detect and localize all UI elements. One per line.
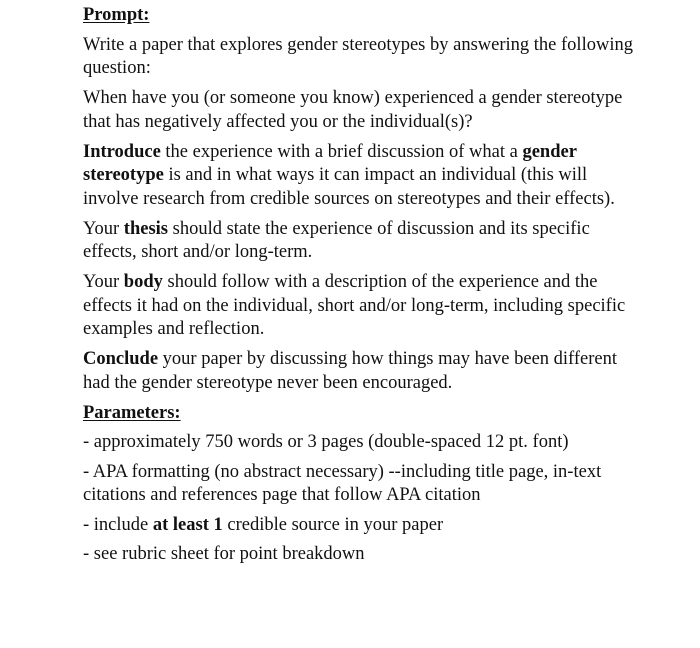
body-text-2: should follow with a description of the experience and the effects it had on the individual, short and/or long-term, including specific examples and reflection. xyxy=(83,272,626,339)
introduce-text-1: the experience with a brief discussion of what a xyxy=(160,141,523,162)
sources-text-2: credible source in your paper xyxy=(222,514,444,535)
prompt-heading: Prompt: xyxy=(83,5,150,25)
prompt-intro: Write a paper that explores gender stereotypes by answering the following question: xyxy=(83,34,633,78)
document xyxy=(83,4,643,573)
introduce-instruction xyxy=(83,141,643,212)
thesis-text-1: Your xyxy=(83,218,124,239)
introduce-keyword: Introduce xyxy=(83,141,161,162)
thesis-instruction xyxy=(83,218,643,265)
conclude-instruction xyxy=(83,348,643,395)
parameter-apa-formatting: - APA formatting (no abstract necessary) --including title page, in-text citations and references page that follow APA citation xyxy=(83,461,602,505)
parameter-word-count: - approximately 750 words or 3 pages (double-spaced 12 pt. font) xyxy=(83,432,569,452)
body-instruction xyxy=(83,271,643,342)
parameter-rubric: - see rubric sheet for point breakdown xyxy=(83,544,365,564)
gender-stereotype-keyword: gender stereotype xyxy=(83,141,577,185)
conclude-keyword: Conclude xyxy=(83,349,159,369)
body-keyword: body xyxy=(123,272,163,292)
parameters-heading: Parameters: xyxy=(83,402,181,423)
conclude-text: your paper by discussing how things may have been different had the gender stereotype never been encouraged. xyxy=(83,349,618,393)
sources-text-1: - include xyxy=(83,514,153,535)
thesis-keyword: thesis xyxy=(123,218,168,239)
body-text-1: Your xyxy=(83,272,124,292)
prompt-question: When have you (or someone you know) experienced a gender stereotype that has negatively affected you or the individual(s)? xyxy=(83,88,623,132)
parameter-sources xyxy=(83,514,643,538)
introduce-text-2: is and in what ways it can impact an individual (this will involve research from credible sources on stereotypes and their effects). xyxy=(83,165,615,209)
at-least-1-keyword: at least 1 xyxy=(152,514,223,535)
thesis-text-2: should state the experience of discussion and its specific effects, short and/or long-term. xyxy=(83,218,590,262)
